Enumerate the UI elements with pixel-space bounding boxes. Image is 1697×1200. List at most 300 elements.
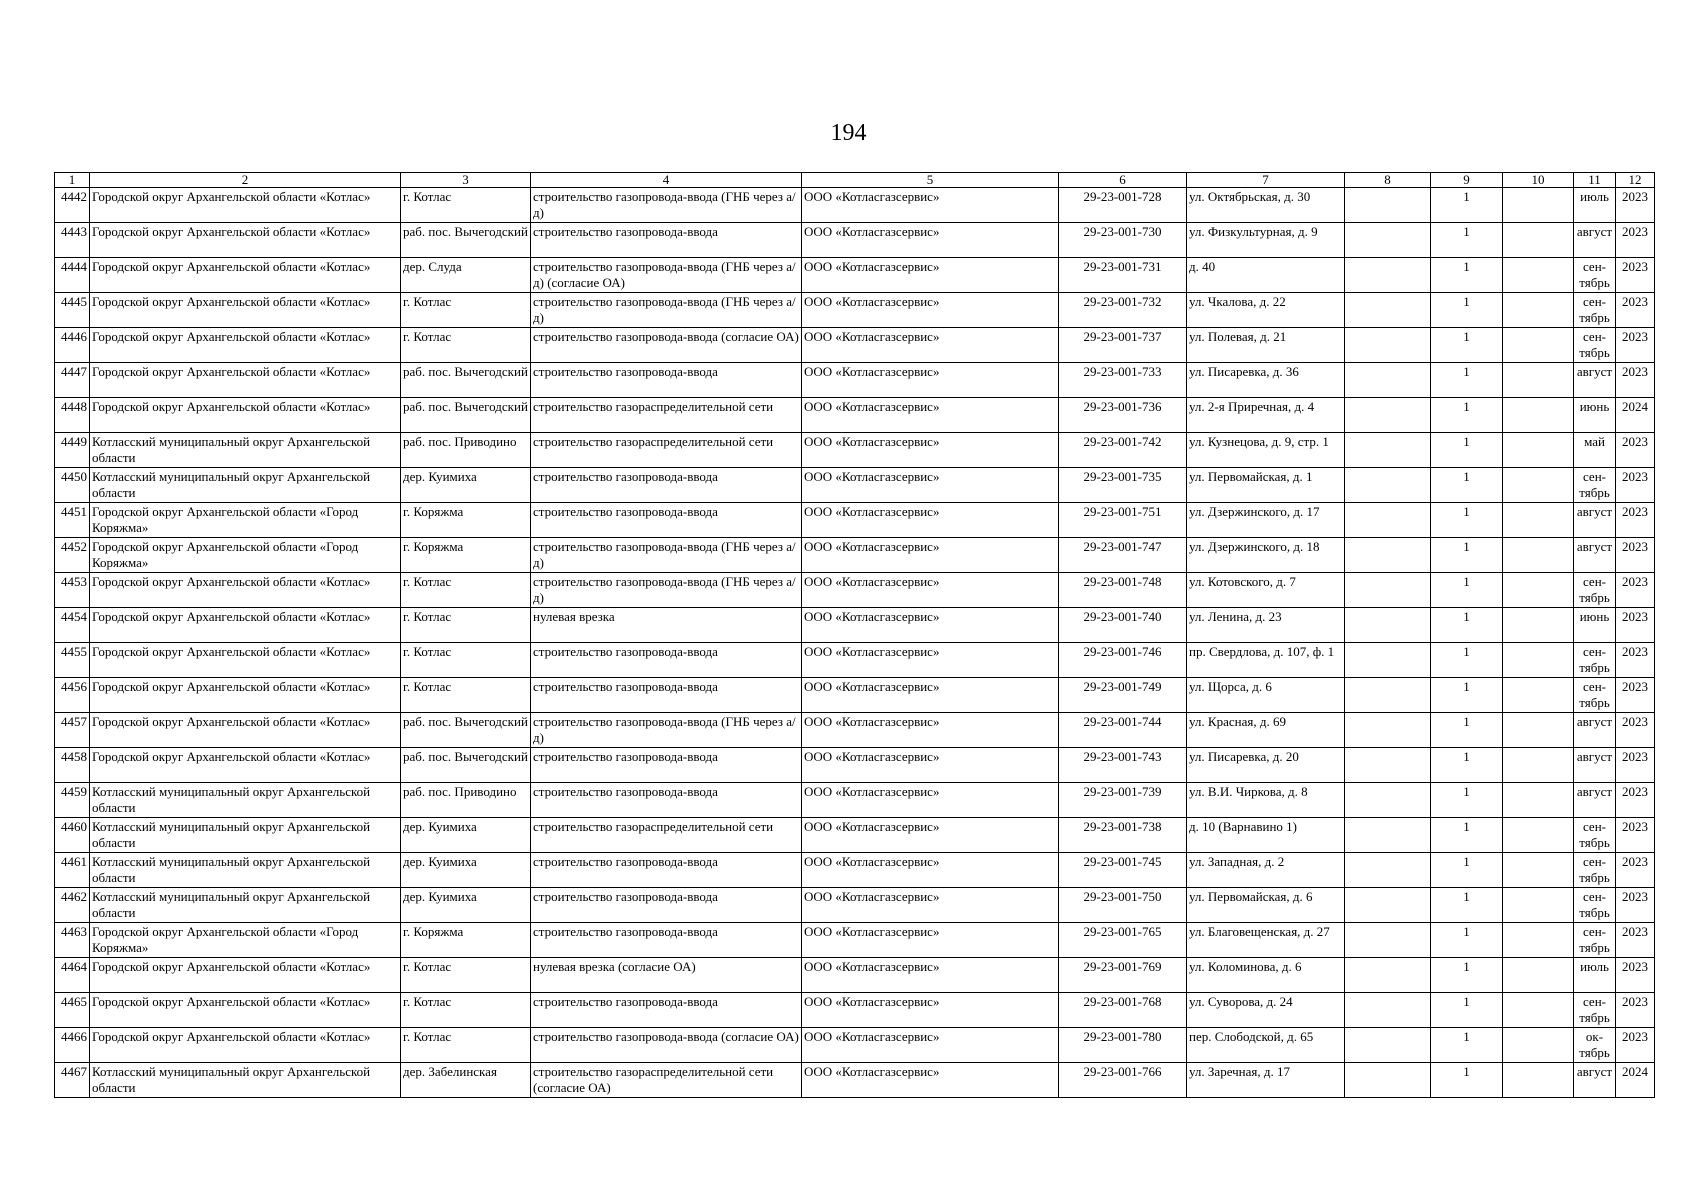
year-cell: 2023 [1616,643,1655,678]
municipality-cell: Котласский муниципальный округ Архангельской области [90,853,401,888]
registry-code-cell: 29-23-001-738 [1059,818,1187,853]
quantity-cell: 1 [1431,818,1503,853]
table-row [55,888,1655,923]
year-cell: 2023 [1616,958,1655,993]
municipality-cell: Городской округ Архангельской области «Котлас» [90,748,401,783]
year-cell: 2023 [1616,853,1655,888]
registry-code-cell: 29-23-001-769 [1059,958,1187,993]
quantity-cell: 1 [1431,888,1503,923]
table-row [55,398,1655,433]
row-number: 4460 [55,818,90,853]
row-number: 4455 [55,643,90,678]
locality-cell: г. Котлас [401,188,531,223]
month-cell: сен-тябрь [1574,678,1616,713]
address-cell: ул. Дзержинского, д. 17 [1187,503,1345,538]
address-cell: ул. Дзержинского, д. 18 [1187,538,1345,573]
header-cell-8: 8 [1345,173,1431,188]
month-cell: сен-тябрь [1574,293,1616,328]
column-10-cell [1503,363,1574,398]
locality-cell: дер. Забелинская [401,1063,531,1098]
address-cell: ул. Физкультурная, д. 9 [1187,223,1345,258]
registry-code-cell: 29-23-001-739 [1059,783,1187,818]
table-row [55,293,1655,328]
locality-cell: г. Котлас [401,573,531,608]
work-type-cell: строительство газопровода-ввода [531,363,802,398]
table-row [55,818,1655,853]
address-cell: ул. Полевая, д. 21 [1187,328,1345,363]
address-cell: ул. Писаревка, д. 36 [1187,363,1345,398]
row-number: 4453 [55,573,90,608]
locality-cell: дер. Куимиха [401,888,531,923]
row-number: 4454 [55,608,90,643]
month-cell: сен-тябрь [1574,923,1616,958]
work-type-cell: строительство газопровода-ввода [531,853,802,888]
column-8-cell [1345,1028,1431,1063]
table-row [55,328,1655,363]
column-10-cell [1503,713,1574,748]
work-type-cell: строительство газораспределительной сети [531,818,802,853]
table-row [55,363,1655,398]
locality-cell: дер. Куимиха [401,468,531,503]
header-cell-3: 3 [401,173,531,188]
quantity-cell: 1 [1431,608,1503,643]
address-cell: ул. Заречная, д. 17 [1187,1063,1345,1098]
column-8-cell [1345,783,1431,818]
registry-code-cell: 29-23-001-750 [1059,888,1187,923]
page-number: 194 [830,120,867,146]
registry-code-cell: 29-23-001-730 [1059,223,1187,258]
locality-cell: дер. Куимиха [401,853,531,888]
table-row [55,188,1655,223]
work-type-cell: строительство газопровода-ввода (согласие ОА) [531,328,802,363]
registry-code-cell: 29-23-001-748 [1059,573,1187,608]
quantity-cell: 1 [1431,503,1503,538]
locality-cell: г. Котлас [401,293,531,328]
row-number: 4451 [55,503,90,538]
year-cell: 2023 [1616,1028,1655,1063]
work-type-cell: строительство газопровода-ввода [531,468,802,503]
table-row [55,1028,1655,1063]
work-type-cell: нулевая врезка [531,608,802,643]
locality-cell: дер. Слуда [401,258,531,293]
header-cell-12: 12 [1616,173,1655,188]
municipality-cell: Городской округ Архангельской области «Котлас» [90,608,401,643]
month-cell: сен-тябрь [1574,818,1616,853]
month-cell: август [1574,503,1616,538]
address-cell: пер. Слободской, д. 65 [1187,1028,1345,1063]
address-cell: д. 40 [1187,258,1345,293]
column-8-cell [1345,538,1431,573]
column-8-cell [1345,363,1431,398]
municipality-cell: Котласский муниципальный округ Архангельской области [90,818,401,853]
quantity-cell: 1 [1431,223,1503,258]
organization-cell: ООО «Котласгазсервис» [802,713,1059,748]
column-10-cell [1503,783,1574,818]
year-cell: 2023 [1616,923,1655,958]
column-10-cell [1503,888,1574,923]
year-cell: 2023 [1616,363,1655,398]
row-number: 4461 [55,853,90,888]
address-cell: пр. Свердлова, д. 107, ф. 1 [1187,643,1345,678]
locality-cell: г. Коряжма [401,538,531,573]
address-cell: ул. В.И. Чиркова, д. 8 [1187,783,1345,818]
year-cell: 2023 [1616,608,1655,643]
organization-cell: ООО «Котласгазсервис» [802,888,1059,923]
row-number: 4442 [55,188,90,223]
header-cell-5: 5 [802,173,1059,188]
address-cell: ул. Чкалова, д. 22 [1187,293,1345,328]
year-cell: 2023 [1616,538,1655,573]
month-cell: июль [1574,188,1616,223]
registry-code-cell: 29-23-001-766 [1059,1063,1187,1098]
registry-code-cell: 29-23-001-737 [1059,328,1187,363]
organization-cell: ООО «Котласгазсервис» [802,958,1059,993]
quantity-cell: 1 [1431,748,1503,783]
organization-cell: ООО «Котласгазсервис» [802,923,1059,958]
year-cell: 2023 [1616,293,1655,328]
year-cell: 2024 [1616,1063,1655,1098]
column-8-cell [1345,328,1431,363]
registry-code-cell: 29-23-001-744 [1059,713,1187,748]
row-number: 4463 [55,923,90,958]
registry-code-cell: 29-23-001-731 [1059,258,1187,293]
month-cell: август [1574,748,1616,783]
year-cell: 2023 [1616,223,1655,258]
column-8-cell [1345,818,1431,853]
column-10-cell [1503,468,1574,503]
municipality-cell: Котласский муниципальный округ Архангельской области [90,783,401,818]
registry-code-cell: 29-23-001-745 [1059,853,1187,888]
column-8-cell [1345,958,1431,993]
organization-cell: ООО «Котласгазсервис» [802,573,1059,608]
locality-cell: г. Котлас [401,328,531,363]
municipality-cell: Городской округ Архангельской области «Котлас» [90,258,401,293]
work-type-cell: строительство газораспределительной сети [531,398,802,433]
column-10-cell [1503,748,1574,783]
registry-code-cell: 29-23-001-751 [1059,503,1187,538]
address-cell: ул. Ленина, д. 23 [1187,608,1345,643]
month-cell: сен-тябрь [1574,258,1616,293]
registry-code-cell: 29-23-001-736 [1059,398,1187,433]
address-cell: ул. Благовещенская, д. 27 [1187,923,1345,958]
table-row [55,678,1655,713]
organization-cell: ООО «Котласгазсервис» [802,258,1059,293]
quantity-cell: 1 [1431,923,1503,958]
month-cell: июль [1574,958,1616,993]
municipality-cell: Котласский муниципальный округ Архангельской области [90,468,401,503]
quantity-cell: 1 [1431,293,1503,328]
registry-code-cell: 29-23-001-746 [1059,643,1187,678]
municipality-cell: Городской округ Архангельской области «Котлас» [90,678,401,713]
quantity-cell: 1 [1431,1028,1503,1063]
table-row [55,573,1655,608]
organization-cell: ООО «Котласгазсервис» [802,678,1059,713]
municipality-cell: Городской округ Архангельской области «Котлас» [90,293,401,328]
register-table [54,172,1655,1098]
address-cell: ул. Щорса, д. 6 [1187,678,1345,713]
quantity-cell: 1 [1431,958,1503,993]
locality-cell: раб. пос. Вычегодский [401,398,531,433]
column-8-cell [1345,643,1431,678]
column-8-cell [1345,223,1431,258]
column-8-cell [1345,713,1431,748]
year-cell: 2023 [1616,678,1655,713]
column-10-cell [1503,923,1574,958]
municipality-cell: Городской округ Архангельской области «Котлас» [90,188,401,223]
year-cell: 2023 [1616,748,1655,783]
quantity-cell: 1 [1431,398,1503,433]
column-10-cell [1503,678,1574,713]
municipality-cell: Городской округ Архангельской области «Котлас» [90,643,401,678]
municipality-cell: Городской округ Архангельской области «Котлас» [90,328,401,363]
quantity-cell: 1 [1431,258,1503,293]
organization-cell: ООО «Котласгазсервис» [802,433,1059,468]
locality-cell: г. Котлас [401,678,531,713]
year-cell: 2023 [1616,468,1655,503]
municipality-cell: Городской округ Архангельской области «Котлас» [90,223,401,258]
month-cell: июнь [1574,608,1616,643]
work-type-cell: строительство газопровода-ввода [531,923,802,958]
registry-code-cell: 29-23-001-733 [1059,363,1187,398]
work-type-cell: строительство газораспределительной сети (согласие ОА) [531,1063,802,1098]
registry-code-cell: 29-23-001-765 [1059,923,1187,958]
month-cell: сен-тябрь [1574,888,1616,923]
municipality-cell: Городской округ Архангельской области «Котлас» [90,993,401,1028]
column-10-cell [1503,1028,1574,1063]
row-number: 4458 [55,748,90,783]
work-type-cell: строительство газопровода-ввода (ГНБ через а/д) [531,573,802,608]
table-row [55,608,1655,643]
municipality-cell: Городской округ Архангельской области «Котлас» [90,713,401,748]
quantity-cell: 1 [1431,328,1503,363]
column-10-cell [1503,853,1574,888]
table-row [55,223,1655,258]
row-number: 4443 [55,223,90,258]
work-type-cell: строительство газопровода-ввода (ГНБ через а/д) [531,188,802,223]
work-type-cell: строительство газопровода-ввода [531,888,802,923]
month-cell: август [1574,223,1616,258]
locality-cell: г. Котлас [401,643,531,678]
municipality-cell: Котласский муниципальный округ Архангельской области [90,888,401,923]
quantity-cell: 1 [1431,643,1503,678]
column-10-cell [1503,818,1574,853]
row-number: 4465 [55,993,90,1028]
work-type-cell: строительство газопровода-ввода [531,783,802,818]
row-number: 4467 [55,1063,90,1098]
row-number: 4456 [55,678,90,713]
header-cell-10: 10 [1503,173,1574,188]
year-cell: 2023 [1616,573,1655,608]
work-type-cell: строительство газопровода-ввода [531,748,802,783]
column-10-cell [1503,608,1574,643]
organization-cell: ООО «Котласгазсервис» [802,223,1059,258]
registry-code-cell: 29-23-001-749 [1059,678,1187,713]
locality-cell: дер. Куимиха [401,818,531,853]
column-10-cell [1503,293,1574,328]
year-cell: 2023 [1616,818,1655,853]
column-8-cell [1345,433,1431,468]
address-cell: ул. Суворова, д. 24 [1187,993,1345,1028]
quantity-cell: 1 [1431,573,1503,608]
municipality-cell: Городской округ Архангельской области «Котлас» [90,363,401,398]
registry-code-cell: 29-23-001-735 [1059,468,1187,503]
address-cell: ул. Писаревка, д. 20 [1187,748,1345,783]
organization-cell: ООО «Котласгазсервис» [802,468,1059,503]
quantity-cell: 1 [1431,538,1503,573]
column-10-cell [1503,258,1574,293]
row-number: 4447 [55,363,90,398]
municipality-cell: Городской округ Архангельской области «Котлас» [90,573,401,608]
registry-code-cell: 29-23-001-747 [1059,538,1187,573]
work-type-cell: нулевая врезка (согласие ОА) [531,958,802,993]
registry-code-cell: 29-23-001-732 [1059,293,1187,328]
address-cell: ул. 2-я Приречная, д. 4 [1187,398,1345,433]
address-cell: ул. Октябрьская, д. 30 [1187,188,1345,223]
locality-cell: г. Котлас [401,993,531,1028]
row-number: 4459 [55,783,90,818]
table-row [55,783,1655,818]
registry-code-cell: 29-23-001-740 [1059,608,1187,643]
table-row [55,1063,1655,1098]
quantity-cell: 1 [1431,783,1503,818]
month-cell: май [1574,433,1616,468]
organization-cell: ООО «Котласгазсервис» [802,748,1059,783]
work-type-cell: строительство газопровода-ввода [531,643,802,678]
year-cell: 2023 [1616,888,1655,923]
year-cell: 2023 [1616,783,1655,818]
locality-cell: г. Котлас [401,608,531,643]
locality-cell: раб. пос. Вычегодский [401,713,531,748]
column-8-cell [1345,853,1431,888]
organization-cell: ООО «Котласгазсервис» [802,398,1059,433]
table-row [55,503,1655,538]
row-number: 4462 [55,888,90,923]
municipality-cell: Городской округ Архангельской области «Котлас» [90,958,401,993]
column-8-cell [1345,923,1431,958]
month-cell: сен-тябрь [1574,643,1616,678]
registry-code-cell: 29-23-001-768 [1059,993,1187,1028]
month-cell: август [1574,363,1616,398]
organization-cell: ООО «Котласгазсервис» [802,818,1059,853]
table-row [55,853,1655,888]
month-cell: июнь [1574,398,1616,433]
column-10-cell [1503,433,1574,468]
month-cell: август [1574,713,1616,748]
column-10-cell [1503,398,1574,433]
municipality-cell: Городской округ Архангельской области «Город Коряжма» [90,538,401,573]
row-number: 4446 [55,328,90,363]
table-body [55,188,1655,1098]
locality-cell: раб. пос. Вычегодский [401,223,531,258]
locality-cell: раб. пос. Вычегодский [401,748,531,783]
table-row [55,993,1655,1028]
year-cell: 2023 [1616,503,1655,538]
address-cell: ул. Первомайская, д. 1 [1187,468,1345,503]
row-number: 4449 [55,433,90,468]
address-cell: ул. Красная, д. 69 [1187,713,1345,748]
quantity-cell: 1 [1431,853,1503,888]
year-cell: 2023 [1616,258,1655,293]
table-row [55,923,1655,958]
municipality-cell: Городской округ Архангельской области «Город Коряжма» [90,503,401,538]
row-number: 4445 [55,293,90,328]
organization-cell: ООО «Котласгазсервис» [802,853,1059,888]
organization-cell: ООО «Котласгазсервис» [802,188,1059,223]
month-cell: август [1574,783,1616,818]
address-cell: ул. Западная, д. 2 [1187,853,1345,888]
month-cell: сен-тябрь [1574,993,1616,1028]
year-cell: 2023 [1616,188,1655,223]
municipality-cell: Котласский муниципальный округ Архангельской области [90,433,401,468]
quantity-cell: 1 [1431,678,1503,713]
work-type-cell: строительство газопровода-ввода (согласие ОА) [531,1028,802,1063]
table-row [55,713,1655,748]
header-cell-11: 11 [1574,173,1616,188]
organization-cell: ООО «Котласгазсервис» [802,503,1059,538]
column-8-cell [1345,468,1431,503]
locality-cell: г. Котлас [401,1028,531,1063]
year-cell: 2024 [1616,398,1655,433]
row-number: 4450 [55,468,90,503]
locality-cell: г. Котлас [401,958,531,993]
row-number: 4457 [55,713,90,748]
column-8-cell [1345,748,1431,783]
column-8-cell [1345,678,1431,713]
table-row [55,468,1655,503]
registry-code-cell: 29-23-001-780 [1059,1028,1187,1063]
column-8-cell [1345,188,1431,223]
header-cell-1: 1 [55,173,90,188]
column-10-cell [1503,1063,1574,1098]
address-cell: ул. Кузнецова, д. 9, стр. 1 [1187,433,1345,468]
month-cell: сен-тябрь [1574,573,1616,608]
quantity-cell: 1 [1431,993,1503,1028]
organization-cell: ООО «Котласгазсервис» [802,993,1059,1028]
work-type-cell: строительство газопровода-ввода (ГНБ через а/д) [531,538,802,573]
row-number: 4448 [55,398,90,433]
address-cell: ул. Коломинова, д. 6 [1187,958,1345,993]
municipality-cell: Городской округ Архангельской области «Город Коряжма» [90,923,401,958]
column-10-cell [1503,573,1574,608]
organization-cell: ООО «Котласгазсервис» [802,293,1059,328]
registry-code-cell: 29-23-001-728 [1059,188,1187,223]
work-type-cell: строительство газораспределительной сети [531,433,802,468]
year-cell: 2023 [1616,993,1655,1028]
column-8-cell [1345,293,1431,328]
column-8-cell [1345,1063,1431,1098]
organization-cell: ООО «Котласгазсервис» [802,1063,1059,1098]
column-10-cell [1503,958,1574,993]
address-cell: ул. Котовского, д. 7 [1187,573,1345,608]
column-10-cell [1503,223,1574,258]
year-cell: 2023 [1616,328,1655,363]
municipality-cell: Городской округ Архангельской области «Котлас» [90,398,401,433]
table-row [55,258,1655,293]
month-cell: август [1574,538,1616,573]
month-cell: ок-тябрь [1574,1028,1616,1063]
column-8-cell [1345,888,1431,923]
quantity-cell: 1 [1431,1063,1503,1098]
column-8-cell [1345,608,1431,643]
row-number: 4452 [55,538,90,573]
column-10-cell [1503,993,1574,1028]
header-row [55,173,1655,188]
column-8-cell [1345,398,1431,433]
column-10-cell [1503,188,1574,223]
organization-cell: ООО «Котласгазсервис» [802,608,1059,643]
locality-cell: г. Коряжма [401,923,531,958]
locality-cell: раб. пос. Вычегодский [401,363,531,398]
